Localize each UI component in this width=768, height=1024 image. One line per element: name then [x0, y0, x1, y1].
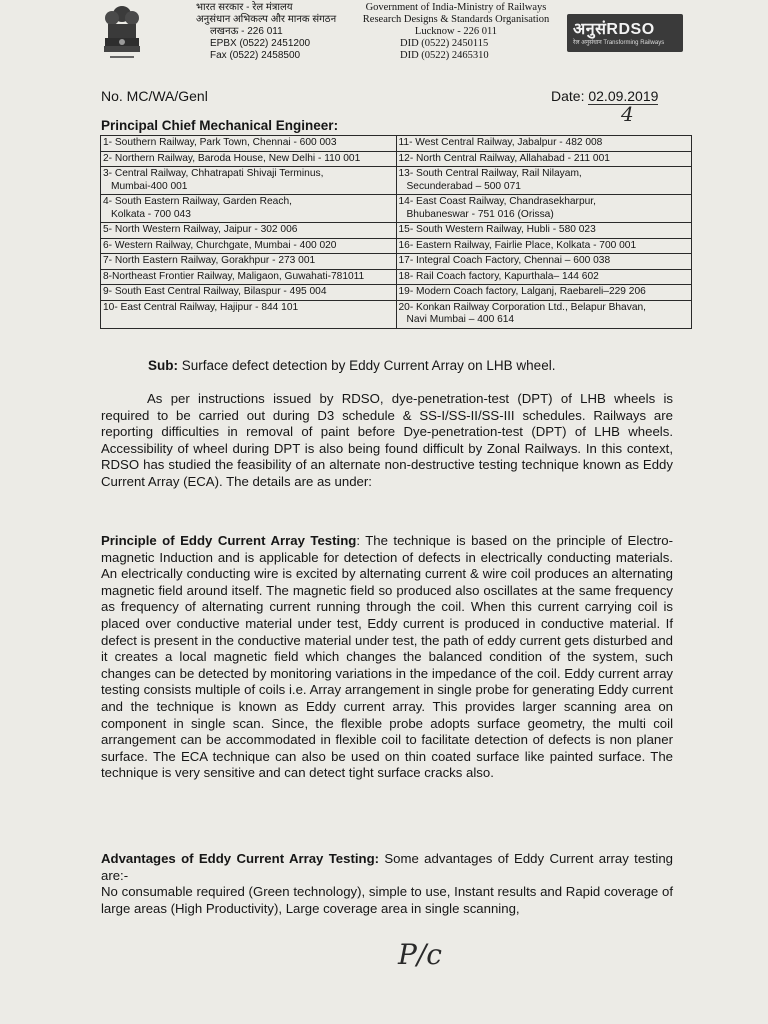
table-row — [101, 136, 692, 152]
english-letterhead — [356, 2, 556, 62]
table-cell — [396, 195, 692, 223]
org-line: Government of India-Ministry of Railways — [365, 2, 547, 13]
zonal-railways-table — [100, 135, 692, 329]
principle-heading: Principle of Eddy Current Array Testing — [101, 533, 357, 548]
table-cell — [101, 269, 397, 285]
advantages-paragraph — [101, 851, 673, 917]
zone-address-line: 11- West Central Railway, Jabalpur - 482 008 — [398, 137, 603, 148]
hindi-line: अनुसंधान अभिकल्प और मानक संगठन — [196, 14, 337, 25]
advantages-list: No consumable required (Green technology), simple to use, Instant results and Rapid coverage of large areas (High Productivity), Large coverage area in single scanning, — [101, 884, 673, 916]
addressee-heading: Principal Chief Mechanical Engineer: — [101, 118, 339, 133]
table-row — [101, 151, 692, 167]
zone-address-line: Navi Mumbai – 400 614 — [406, 314, 515, 325]
table-cell — [396, 151, 692, 167]
table-row — [101, 269, 692, 285]
zone-address-line: 13- South Central Railway, Rail Nilayam, — [398, 168, 582, 179]
zone-address-line: 2- Northern Railway, Baroda House, New Delhi - 110 001 — [103, 152, 361, 164]
handwritten-page-number: 4 — [621, 102, 634, 126]
national-emblem-icon — [100, 2, 144, 64]
zone-address-line: Kolkata - 700 043 — [111, 208, 191, 220]
table-cell — [101, 167, 397, 195]
handwritten-pto-note: P/c — [398, 938, 442, 971]
zone-address-line: 7- North Eastern Railway, Gorakhpur - 273 001 — [103, 255, 316, 266]
zone-address-line: 1- Southern Railway, Park Town, Chennai - 600 003 — [103, 137, 337, 148]
table-row — [101, 195, 692, 223]
table-cell — [101, 254, 397, 270]
zone-address-line: Mumbai-400 001 — [111, 180, 188, 192]
table-cell — [101, 195, 397, 223]
zone-address-line: 15- South Western Railway, Hubli - 580 023 — [398, 224, 596, 235]
zone-address-line: Bhubaneswar - 751 016 (Orissa) — [406, 208, 554, 220]
table-cell — [101, 285, 397, 301]
table-cell — [396, 223, 692, 239]
zone-address-line: 19- Modern Coach factory, Lalganj, Raebareli–229 206 — [398, 286, 646, 297]
zone-address-line: 3- Central Railway, Chhatrapati Shivaji Terminus, — [103, 168, 324, 179]
table-cell — [396, 254, 692, 270]
table-cell — [101, 151, 397, 167]
table-cell — [396, 238, 692, 254]
table-cell — [396, 269, 692, 285]
table-cell — [101, 238, 397, 254]
intro-text: As per instructions issued by RDSO, dye-penetration-test (DPT) of LHB wheels is required to be carried out during D3 schedule & SS-I/SS-II/SS-III schedules. Railways are reporting difficulties in removal of paint before Dye-penetration-test (DPT) of LHB wheels. Accessibility of wheel during DPT is also being found difficult by Zonal Railways. In this context, RDSO has studied the feasibility of an alternate non-destructive testing technique known as Eddy Current Array (ECA). The details are as under: — [101, 391, 673, 489]
zone-address-line: Secunderabad – 500 071 — [406, 180, 521, 192]
logo-text: अनुसंRDSO — [573, 21, 655, 38]
zone-address-line: 8-Northeast Frontier Railway, Maligaon, Guwahati-781011 — [103, 270, 365, 282]
zone-address-line: 16- Eastern Railway, Fairlie Place, Kolkata - 700 001 — [398, 239, 637, 251]
hindi-line: लखनऊ - 226 011 — [210, 26, 283, 37]
subject-text: Surface defect detection by Eddy Current Array on LHB wheel. — [178, 358, 556, 373]
table-row — [101, 285, 692, 301]
table-cell — [396, 285, 692, 301]
hindi-letterhead — [196, 2, 336, 62]
advantages-heading: Advantages of Eddy Current Array Testing: — [101, 851, 380, 866]
table-row — [101, 238, 692, 254]
zone-address-line: 9- South East Central Railway, Bilaspur - 495 004 — [103, 286, 327, 297]
table-row — [101, 223, 692, 239]
zone-address-line: 17- Integral Coach Factory, Chennai – 600 038 — [398, 255, 611, 266]
table-cell — [396, 300, 692, 328]
principle-paragraph — [101, 533, 673, 782]
zone-address-line: 6- Western Railway, Churchgate, Mumbai - 400 020 — [103, 239, 337, 251]
intro-paragraph — [101, 391, 673, 491]
table-row — [101, 300, 692, 328]
table-cell — [396, 136, 692, 152]
epbx-line: EPBX (0522) 2451200 — [210, 38, 311, 49]
zone-address-line: 12- North Central Railway, Allahabad - 211 001 — [398, 152, 610, 164]
table-cell — [396, 167, 692, 195]
org-line: Research Designs & Standards Organisation — [362, 14, 550, 25]
zone-address-line: 4- South Eastern Railway, Garden Reach, — [103, 196, 292, 207]
zone-address-line: 20- Konkan Railway Corporation Ltd., Belapur Bhavan, — [398, 301, 646, 313]
zone-address-line: 14- East Coast Railway, Chandrasekharpur, — [398, 196, 596, 207]
zone-address-line: 10- East Central Railway, Hajipur - 844 101 — [103, 301, 299, 313]
table-row — [101, 167, 692, 195]
table-row — [101, 254, 692, 270]
zone-address-line: 5- North Western Railway, Jaipur - 302 006 — [103, 224, 298, 235]
table-cell — [101, 300, 397, 328]
principle-text: : The technique is based on the principle of Electro-magnetic Induction and is applicable for detection of defects in electrically conducting materials. An electrically conducting wire is excited by alternating current & wire coil produces an alternating magnetic field around itself. The magnetic field so produced also oscillates at the same frequency as frequency of alternating current running through the coil. When this current carrying coil is placed over conductive material under test, Eddy current is produced in conductive material. If defect is present in the conductive material under test, the path of eddy current gets disturbed and it creates a local magnetic field which changes the balanced condition of the system, such changes can be detected by monitoring variations in the impedance of the coil. Eddy current array testing consists multiple of coils i.e. Array arrangement in single probe for generating Eddy current and the technique is known as Eddy current array. This provides larger scanning area on component in single scan. Since, the flexible probe adopts surface geometry, the multi coil arrangement can be accommodated in flexible coil to facilitate detection of defects is non planer surface. The ECA technique can also be used on thin coated surface like painted surface. The technique is very sensitive and can detect tight surface cracks also. — [101, 533, 673, 781]
did-line: DID (0522) 2450115 — [400, 38, 489, 49]
zone-address-line: 18- Rail Coach factory, Kapurthala– 144 602 — [398, 270, 599, 282]
reference-number: No. MC/WA/Genl — [101, 88, 208, 104]
fax-line: Fax (0522) 2458500 — [210, 50, 301, 61]
logo-tagline: रेल अनुसंधान Transforming Railways — [573, 40, 665, 46]
table-cell — [101, 223, 397, 239]
subject-line — [148, 358, 555, 373]
letter-date: Date: 02.09.2019 — [551, 88, 659, 104]
hindi-line: भारत सरकार - रेल मंत्रालय — [196, 2, 293, 13]
rdso-logo — [567, 14, 683, 52]
did-line: DID (0522) 2465310 — [400, 50, 489, 61]
table-cell — [101, 136, 397, 152]
advantages-text: Some advantages of Eddy Current array testing are:- — [101, 851, 674, 883]
org-line: Lucknow - 226 011 — [414, 26, 498, 37]
subject-label: Sub: — [148, 358, 178, 373]
